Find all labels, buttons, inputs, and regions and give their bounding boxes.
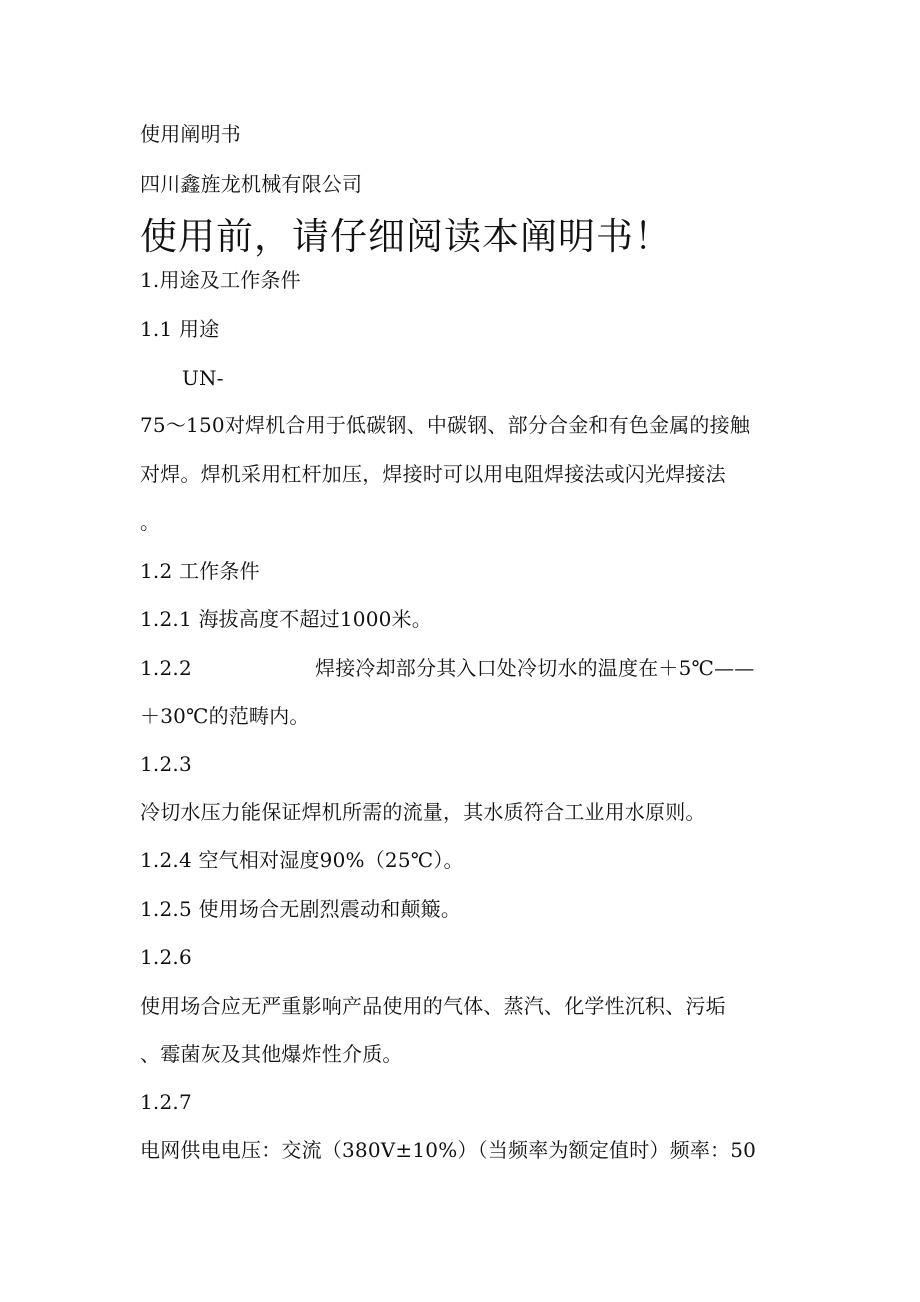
clause-1-2-3-text: 冷切水压力能保证焊机所需的流量，其水质符合工业用水原则。 — [140, 800, 706, 824]
paragraph-line: 。 — [140, 510, 161, 534]
clause-1-2-7-text: 电网供电电压：交流（380V±10%）（当频率为额定值时）频率：50 — [140, 1138, 757, 1162]
clause-1-2-6-text: 使用场合应无严重影响产品使用的气体、蒸汽、化学性沉积、污垢 — [140, 994, 726, 1018]
section-1-2-heading: 1.2 工作条件 — [140, 559, 260, 583]
clause-1-2-2-text: 焊接冷却部分其入口处冷切水的温度在＋5℃—— — [315, 656, 755, 680]
clause-1-2-6-number: 1.2.6 — [140, 945, 192, 969]
company-name: 四川鑫旌龙机械有限公司 — [140, 172, 363, 196]
headline: 使用前，请仔细阅读本阐明书！ — [140, 215, 672, 258]
model-prefix: UN- — [182, 366, 224, 390]
clause-1-2-1: 1.2.1 海拔高度不超过1000米。 — [140, 607, 432, 631]
clause-1-2-3-number: 1.2.3 — [140, 752, 192, 776]
section-1-heading: 1.用途及工作条件 — [140, 268, 301, 292]
clause-1-2-5: 1.2.5 使用场合无剧烈震动和颠簸。 — [140, 897, 462, 921]
clause-1-2-7-number: 1.2.7 — [140, 1090, 192, 1114]
section-1-1-heading: 1.1 用途 — [140, 317, 220, 341]
clause-1-2-6-continuation: 、霉菌灰及其他爆炸性介质。 — [140, 1042, 403, 1066]
clause-1-2-4: 1.2.4 空气相对湿度90%（25℃）。 — [140, 848, 464, 872]
document-title: 使用阐明书 — [140, 122, 241, 146]
clause-1-2-2-continuation: ＋30℃的范畴内。 — [140, 704, 310, 728]
paragraph-line: 对焊。焊机采用杠杆加压，焊接时可以用电阻焊接法或闪光焊接法 — [140, 462, 726, 486]
clause-1-2-2-number: 1.2.2 — [140, 656, 192, 680]
paragraph-line: 75～150对焊机合用于低碳钢、中碳钢、部分合金和有色金属的接触 — [140, 413, 751, 437]
